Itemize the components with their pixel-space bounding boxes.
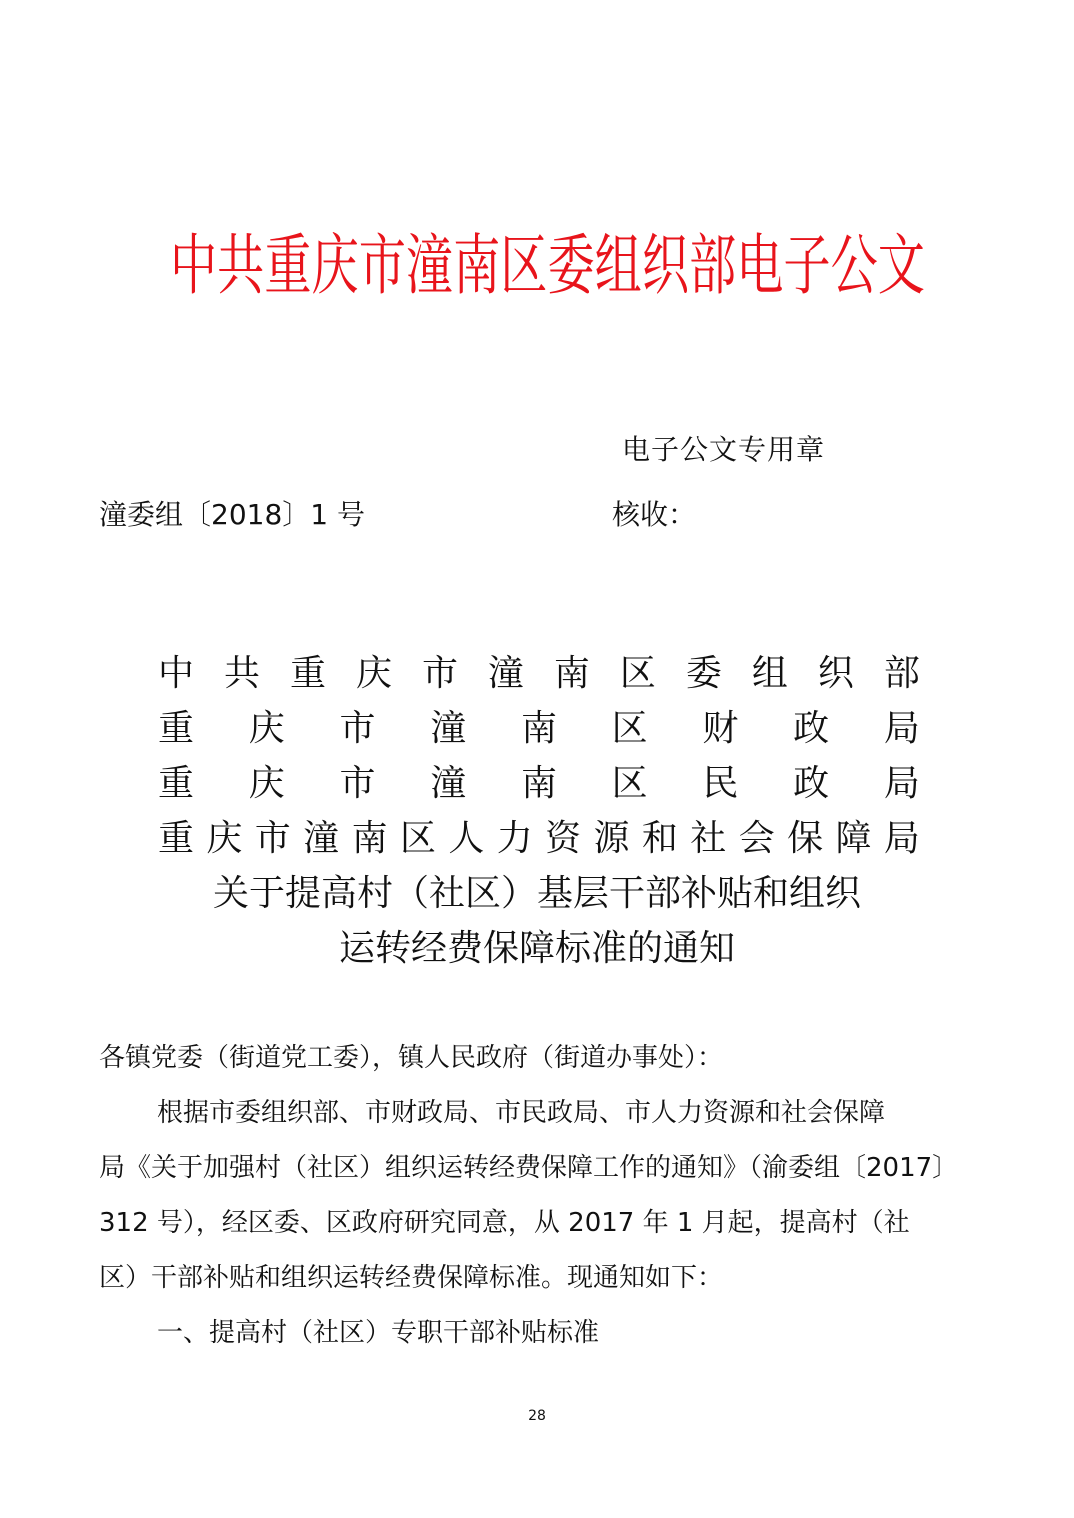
seal-label: 电子公文专用章 [622, 433, 826, 466]
issuer-char: 南 [553, 653, 590, 694]
issuer-char: 重 [158, 763, 195, 804]
paragraph-line: 根据市委组织部、市财政局、市民政局、市人力资源和社会保障 [157, 1098, 886, 1128]
issuer-char: 共 [223, 653, 260, 694]
document-title-line-1: 关于提高村（社区）基层干部补贴和组织 [212, 873, 861, 914]
issuer-char: 财 [702, 708, 739, 749]
paragraph-line: 局《关于加强村（社区）组织运转经费保障工作的通知》（渝委组〔2017〕 [99, 1153, 959, 1183]
issuer-line-2 [158, 704, 920, 754]
issuer-char: 市 [421, 653, 458, 694]
issuer-char: 南 [351, 818, 388, 859]
issuer-char: 力 [496, 818, 533, 859]
issuer-char: 中 [158, 653, 195, 694]
issuer-line-1 [158, 649, 920, 699]
issuer-char: 局 [883, 763, 920, 804]
issuer-char: 局 [883, 708, 920, 749]
issuer-char: 区 [611, 763, 648, 804]
issuer-char: 源 [593, 818, 630, 859]
section-heading: 一、提高村（社区）专职干部补贴标准 [157, 1318, 600, 1348]
issuer-char: 障 [835, 818, 872, 859]
issuer-char: 民 [702, 763, 739, 804]
issuer-char: 会 [738, 818, 775, 859]
issuer-char: 人 [448, 818, 485, 859]
document-title-line-2: 运转经费保障标准的通知 [338, 928, 735, 969]
issuer-char: 政 [793, 708, 830, 749]
issuer-char: 资 [545, 818, 582, 859]
masthead-svg [170, 222, 930, 302]
issuer-char: 部 [883, 653, 920, 694]
issuer-char: 区 [611, 708, 648, 749]
page-number: 28 [528, 1408, 546, 1424]
issuer-char: 局 [883, 818, 920, 859]
paragraph-line: 312 号），经区委、区政府研究同意，从 2017 年 1 月起，提高村（社 [99, 1208, 910, 1238]
issuer-char: 区 [619, 653, 656, 694]
issuer-char: 保 [787, 818, 824, 859]
issuer-char: 南 [520, 708, 557, 749]
issuer-line-3 [158, 759, 920, 809]
issuer-char: 潼 [303, 818, 340, 859]
issuer-char: 潼 [430, 708, 467, 749]
issuer-char: 重 [289, 653, 326, 694]
issuer-char: 重 [158, 818, 195, 859]
issuer-char: 潼 [487, 653, 524, 694]
issuer-char: 市 [254, 818, 291, 859]
issuer-char: 南 [520, 763, 557, 804]
issuer-char: 组 [751, 653, 788, 694]
issuer-char: 和 [641, 818, 678, 859]
issuer-line-4 [158, 814, 920, 864]
issuer-char: 庆 [248, 763, 285, 804]
issuer-char: 庆 [206, 818, 243, 859]
issuer-char: 社 [690, 818, 727, 859]
issuer-char: 庆 [355, 653, 392, 694]
issuer-char: 区 [399, 818, 436, 859]
paragraph-line: 区）干部补贴和组织运转经费保障标准。现通知如下： [99, 1263, 724, 1293]
salutation: 各镇党委（街道党工委），镇人民政府（街道办事处）： [99, 1043, 724, 1073]
issuer-char: 市 [339, 708, 376, 749]
issuer-char: 政 [793, 763, 830, 804]
masthead [170, 222, 930, 302]
issuer-char: 委 [685, 653, 722, 694]
document-number: 潼委组〔2018〕1 号 [99, 498, 365, 531]
masthead-title: 中共重庆市潼南区委组织部电子公文 [170, 227, 925, 302]
issuer-char: 市 [339, 763, 376, 804]
check-label: 核收： [612, 498, 697, 531]
issuer-char: 织 [817, 653, 854, 694]
issuer-char: 潼 [430, 763, 467, 804]
issuer-char: 庆 [248, 708, 285, 749]
issuer-char: 重 [158, 708, 195, 749]
